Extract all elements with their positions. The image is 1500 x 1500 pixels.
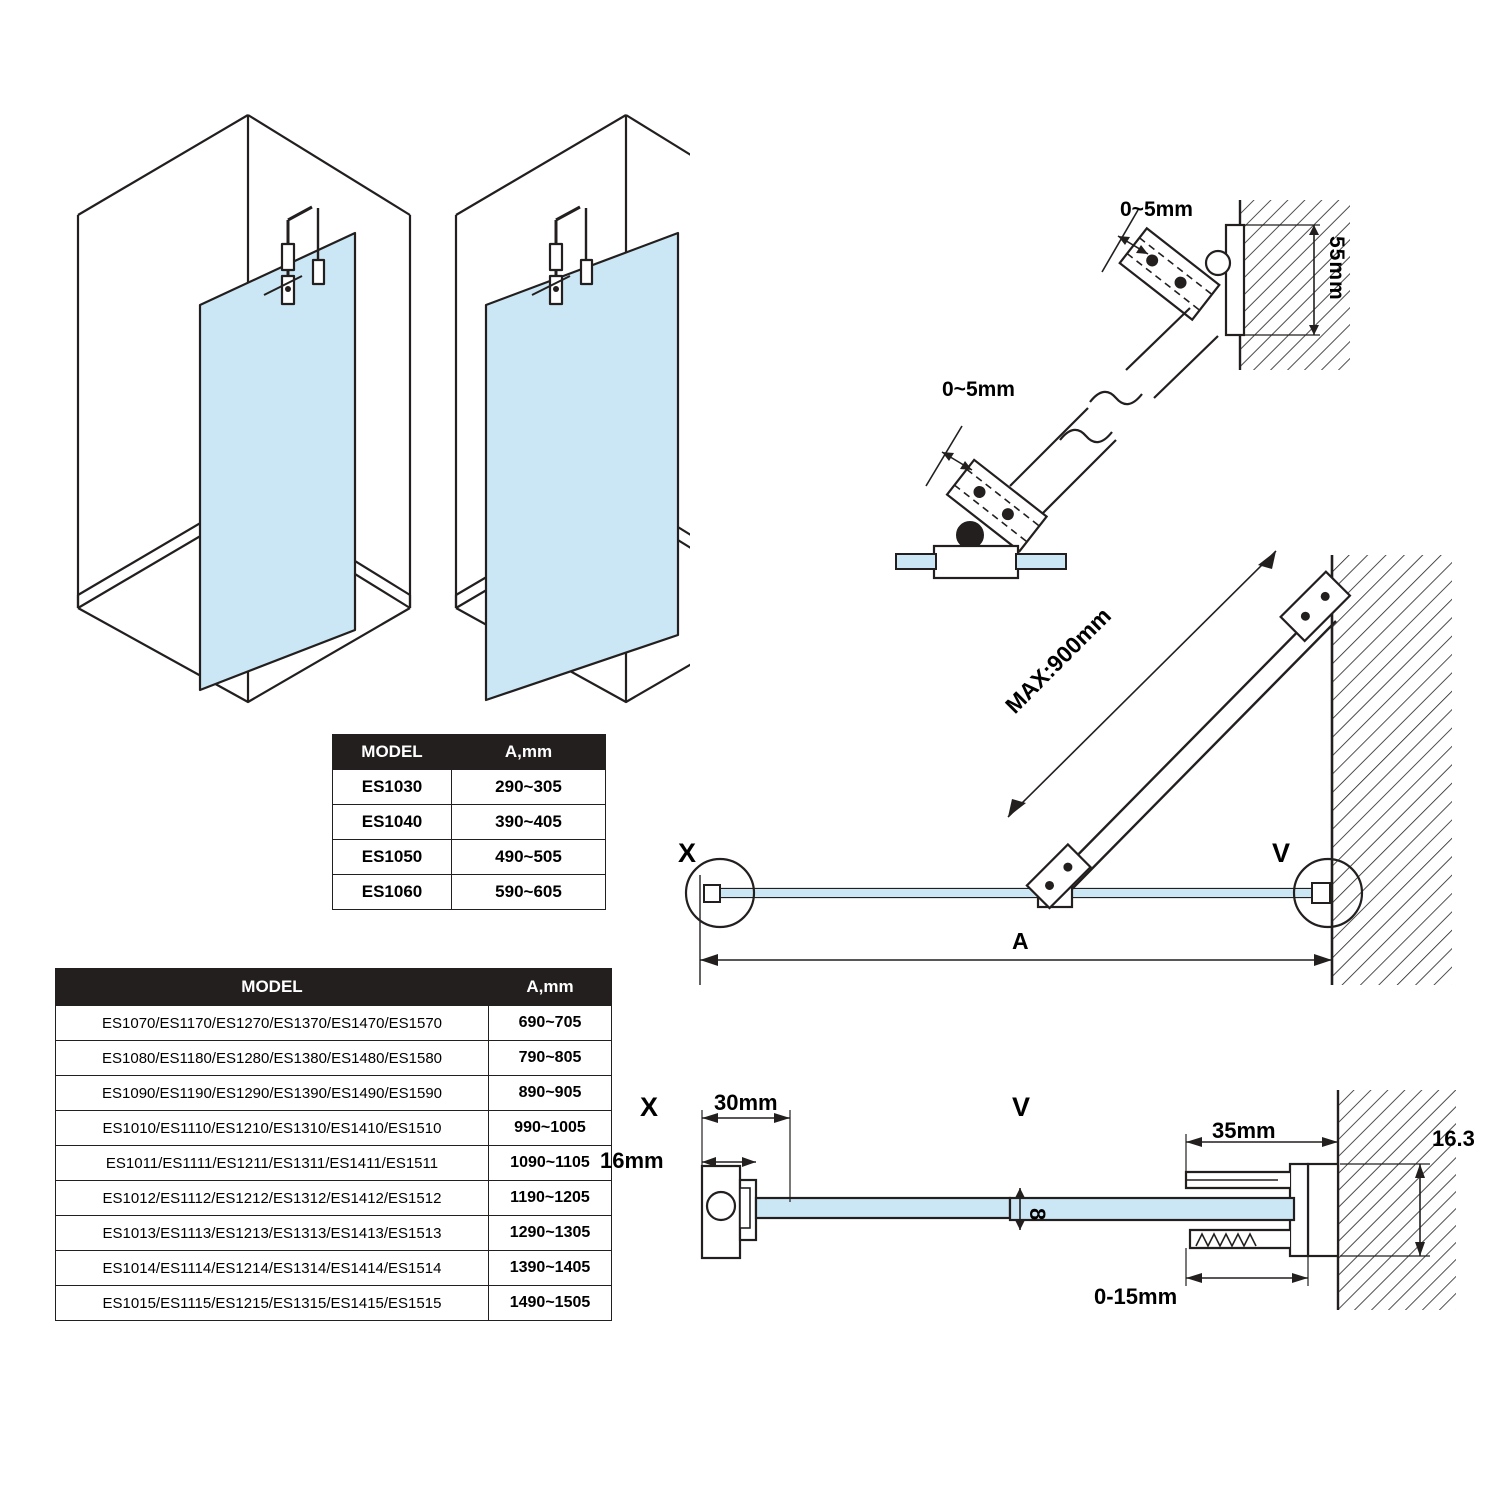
table-row — [333, 875, 606, 910]
label-wall-plate-height: 55mm — [1325, 236, 1348, 301]
header-model: MODEL — [56, 969, 489, 1006]
cell-a: 490~505 — [452, 840, 606, 875]
label-profile-x-width: 16mm — [600, 1148, 664, 1173]
cell-a: 1090~1105 — [489, 1146, 612, 1181]
enclosure-left — [78, 115, 410, 710]
table-row — [56, 1111, 612, 1146]
cell-model: ES1014/ES1114/ES1214/ES1314/ES1414/ES1514 — [56, 1251, 489, 1286]
label-marker-v: V — [1272, 838, 1291, 868]
enclosure-right — [456, 115, 690, 702]
cell-a: 890~905 — [489, 1076, 612, 1111]
model-table-large — [55, 968, 612, 1321]
table-row — [333, 805, 606, 840]
cell-a: 1490~1505 — [489, 1286, 612, 1321]
cell-a: 290~305 — [452, 770, 606, 805]
cell-model: ES1015/ES1115/ES1215/ES1315/ES1415/ES1515 — [56, 1286, 489, 1321]
label-adjust-range: 0-15mm — [1094, 1284, 1178, 1309]
label-gap-bottom: 0~5mm — [942, 378, 1015, 401]
cell-model: ES1040 — [333, 805, 452, 840]
table-row — [56, 1076, 612, 1111]
table-row — [333, 770, 606, 805]
table-row — [56, 1006, 612, 1041]
table-row — [56, 1181, 612, 1216]
cell-model: ES1010/ES1110/ES1210/ES1310/ES1410/ES1510 — [56, 1111, 489, 1146]
cell-a: 1390~1405 — [489, 1251, 612, 1286]
table-row — [56, 1251, 612, 1286]
label-max-length: MAX:900mm — [1000, 602, 1116, 719]
label-dim-a: A — [1012, 928, 1029, 954]
table-row — [56, 1041, 612, 1076]
cell-a: 390~405 — [452, 805, 606, 840]
label-glass-thickness: 8 — [1025, 1208, 1050, 1221]
table-row — [56, 1146, 612, 1181]
label-detail-x: X — [640, 1092, 659, 1122]
label-profile-v-width: 35mm — [1212, 1118, 1276, 1143]
cell-model: ES1050 — [333, 840, 452, 875]
table-row — [333, 840, 606, 875]
model-table-small — [332, 734, 606, 910]
table-header-row — [56, 969, 612, 1006]
cell-model: ES1080/ES1180/ES1280/ES1380/ES1480/ES1580 — [56, 1041, 489, 1076]
cell-a: 690~705 — [489, 1006, 612, 1041]
cell-model: ES1070/ES1170/ES1270/ES1370/ES1470/ES1570 — [56, 1006, 489, 1041]
cell-model: ES1060 — [333, 875, 452, 910]
cell-a: 590~605 — [452, 875, 606, 910]
label-gap-top: 0~5mm — [1120, 198, 1193, 221]
cell-a: 790~805 — [489, 1041, 612, 1076]
label-detail-v: V — [1012, 1092, 1031, 1122]
cell-model: ES1012/ES1112/ES1212/ES1312/ES1412/ES1512 — [56, 1181, 489, 1216]
label-marker-x: X — [678, 838, 697, 868]
cell-model: ES1013/ES1113/ES1213/ES1313/ES1413/ES1513 — [56, 1216, 489, 1251]
cell-a: 1190~1205 — [489, 1181, 612, 1216]
header-model: MODEL — [333, 735, 452, 770]
header-a: A,mm — [452, 735, 606, 770]
cell-model: ES1011/ES1111/ES1211/ES1311/ES1411/ES1511 — [56, 1146, 489, 1181]
profile-v-detail — [990, 1080, 1470, 1310]
label-profile-x-depth: 30mm — [714, 1090, 778, 1115]
header-a: A,mm — [489, 969, 612, 1006]
cell-model: ES1030 — [333, 770, 452, 805]
cell-a: 990~1005 — [489, 1111, 612, 1146]
table-row — [56, 1216, 612, 1251]
label-profile-v-height: 16.3 — [1432, 1126, 1475, 1151]
cell-model: ES1090/ES1190/ES1290/ES1390/ES1490/ES1590 — [56, 1076, 489, 1111]
table-header-row — [333, 735, 606, 770]
cell-a: 1290~1305 — [489, 1216, 612, 1251]
table-row — [56, 1286, 612, 1321]
enclosure-views — [50, 90, 690, 710]
plan-view-diagram — [660, 545, 1490, 1005]
